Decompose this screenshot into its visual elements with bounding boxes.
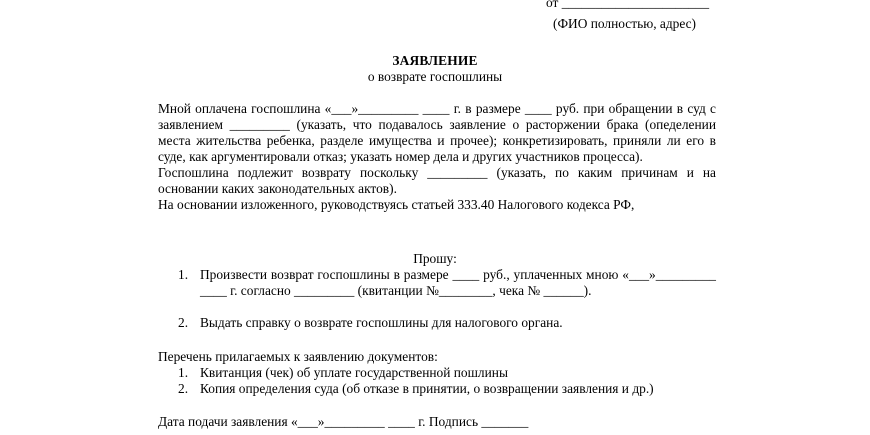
list-item-number: 2. <box>178 315 189 330</box>
fio-caption: (ФИО полностью, адрес) <box>553 16 697 31</box>
list-item <box>178 267 716 299</box>
list-item-text: Выдать справку о возврате госпошлины для налогового органа. <box>200 315 563 330</box>
document-subtitle: о возврате госпошлины <box>367 69 503 84</box>
attachments-heading: Перечень прилагаемых к заявлению документов: <box>158 349 438 364</box>
from-line: от ______________________ <box>546 0 710 10</box>
list-item-text: Произвести возврат госпошлины в размере ____ руб., уплаченных мною «___»_________ ____ г. согласно _________ (квитанции №________, чека № ______). <box>200 267 716 298</box>
paragraph-legal-basis: На основании изложенного, руководствуясь статьей 333.40 Налогового кодекса РФ, <box>158 197 635 212</box>
paragraph-payment: Мной оплачена госпошлина «___»_________ ____ г. в размере ____ руб. при обращении в суд с заявлением _________ (указать, что подавалось заявление о расторжении брака (опеделении места жительства ребенка, разделе имущества и прочее); конкретизировать, приняли ли его в суде, как аргументировали отказ; указать номер дела и других участников процесса). <box>158 101 716 164</box>
document-title: ЗАЯВЛЕНИЕ <box>392 53 478 68</box>
list-item-text: Квитанция (чек) об уплате государственной пошлины <box>200 365 508 380</box>
date-signature-line: Дата подачи заявления «___»_________ ____ г. Подпись _______ <box>158 414 529 429</box>
document-body <box>158 101 716 213</box>
list-item <box>178 315 716 331</box>
list-item-number: 1. <box>178 267 189 282</box>
attachments-list <box>178 365 716 397</box>
list-item-number: 2. <box>178 381 189 396</box>
request-heading: Прошу: <box>413 251 457 266</box>
list-item-number: 1. <box>178 365 189 380</box>
paragraph-refund-reason: Госпошлина подлежит возврату поскольку _________ (указать, по каким причинам и на основании каких законодательных актов). <box>158 165 716 196</box>
request-list <box>178 267 716 331</box>
list-item <box>178 381 716 397</box>
list-item-text: Копия определения суда (об отказе в принятии, о возвращении заявления и др.) <box>200 381 654 396</box>
list-item <box>178 365 716 381</box>
